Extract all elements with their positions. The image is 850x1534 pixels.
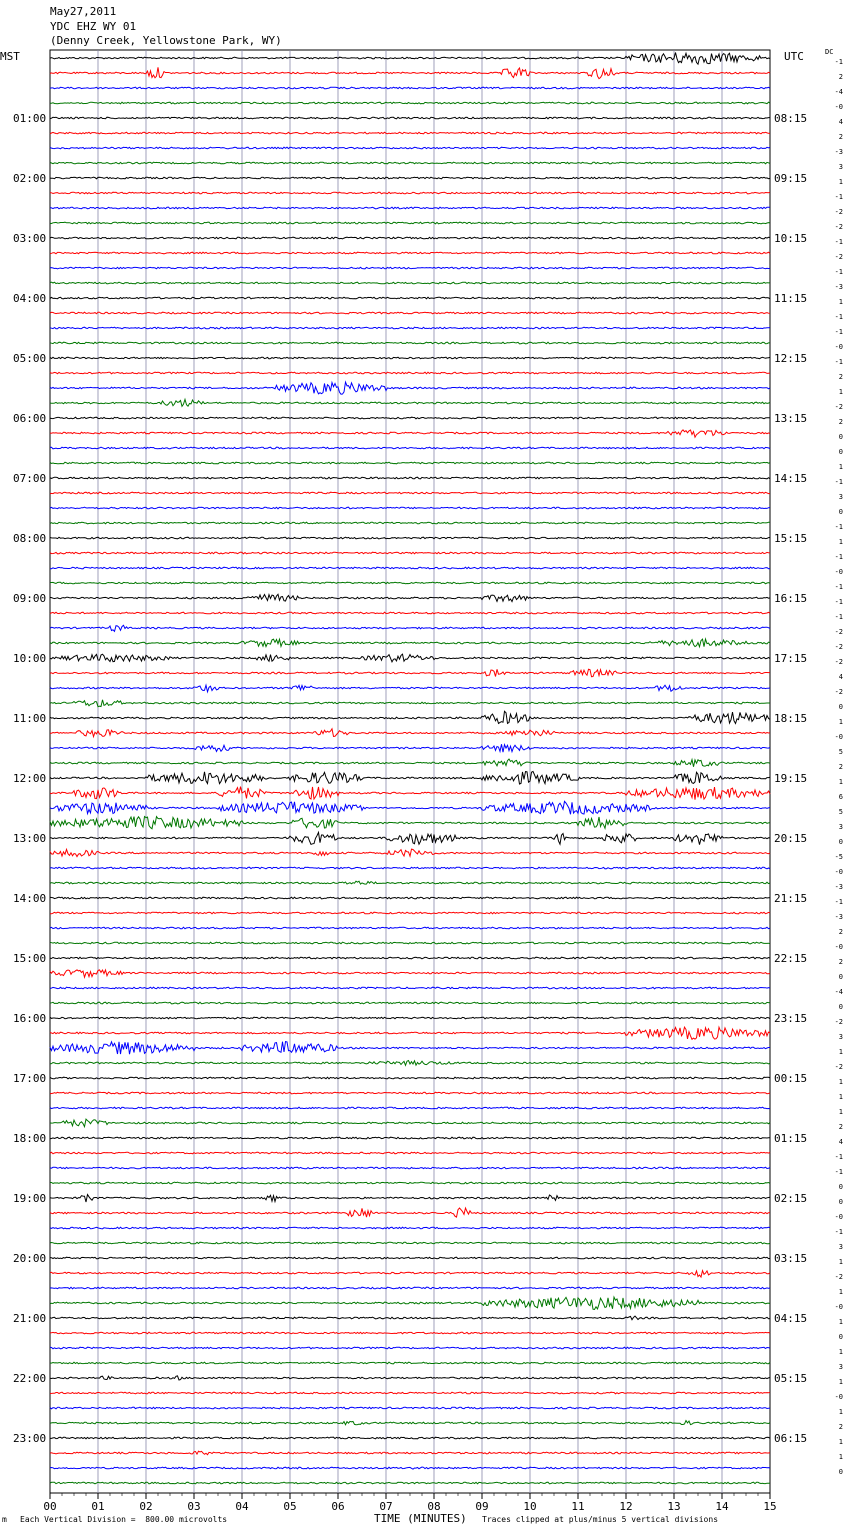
left-hour-label: 04:00 <box>13 292 47 305</box>
trace-line <box>50 1257 770 1259</box>
trace-line <box>50 787 770 800</box>
trace-line <box>50 1107 770 1109</box>
dc-offset-value: -0 <box>834 103 843 111</box>
right-hour-label: 13:15 <box>774 412 808 425</box>
dc-offset-value: 3 <box>838 493 843 501</box>
dc-offset-value: 0 <box>838 973 843 981</box>
trace-line <box>50 522 770 524</box>
dc-offset-value: -4 <box>834 88 843 96</box>
trace-line <box>50 1167 770 1169</box>
right-hour-label: 14:15 <box>774 472 808 485</box>
trace-line <box>50 87 770 89</box>
trace-line <box>50 147 770 149</box>
left-hour-label: 20:00 <box>13 1252 47 1265</box>
left-hour-label: 23:00 <box>13 1432 47 1445</box>
trace-line <box>50 759 770 767</box>
right-hour-label: 09:15 <box>774 172 808 185</box>
right-hour-label: 16:15 <box>774 592 808 605</box>
dc-offset-value: -0 <box>834 1393 843 1401</box>
left-hour-label: 10:00 <box>13 652 47 665</box>
dc-offset-value: -1 <box>834 478 843 486</box>
trace-line <box>50 430 770 437</box>
right-timezone-label: UTC <box>784 50 804 63</box>
dc-offset-value: 2 <box>838 763 843 771</box>
left-hour-label: 07:00 <box>13 472 47 485</box>
dc-offset-value: -0 <box>834 1303 843 1311</box>
left-hour-label: 08:00 <box>13 532 47 545</box>
trace-line <box>50 1451 770 1455</box>
dc-offset-value: 1 <box>838 1108 843 1116</box>
trace-line <box>50 1467 770 1469</box>
dc-offset-value: 1 <box>838 298 843 306</box>
x-axis-title: TIME (MINUTES) <box>374 1512 467 1525</box>
x-tick-label: 12 <box>619 1500 633 1513</box>
right-hour-label: 15:15 <box>774 532 808 545</box>
trace-line <box>50 970 770 977</box>
dc-offset-value: 4 <box>838 673 843 681</box>
x-tick-label: 13 <box>667 1500 681 1513</box>
trace-line <box>50 537 770 539</box>
right-hour-label: 22:15 <box>774 952 808 965</box>
left-hour-label: 16:00 <box>13 1012 47 1025</box>
trace-line <box>50 372 770 374</box>
x-tick-label: 10 <box>523 1500 537 1513</box>
left-hour-label: 17:00 <box>13 1072 47 1085</box>
dc-offset-value: -0 <box>834 568 843 576</box>
header-location: (Denny Creek, Yellowstone Park, WY) <box>50 34 282 47</box>
left-timezone-label: MST <box>0 50 20 63</box>
right-hour-label: 19:15 <box>774 772 808 785</box>
plot-frame <box>50 50 770 1493</box>
dc-offset-value: -1 <box>834 268 843 276</box>
x-tick-label: 14 <box>715 1500 729 1513</box>
dc-offset-value: -1 <box>834 328 843 336</box>
dc-offset-value: 5 <box>838 748 843 756</box>
trace-line <box>50 1002 770 1004</box>
x-tick-label: 00 <box>43 1500 57 1513</box>
trace-line <box>50 237 770 239</box>
trace-line <box>50 639 770 647</box>
trace-line <box>50 685 770 692</box>
trace-line <box>50 1271 770 1278</box>
dc-offset-value: -2 <box>834 643 843 651</box>
right-hour-label: 00:15 <box>774 1072 808 1085</box>
dc-offset-value: 6 <box>838 793 843 801</box>
dc-offset-value: -0 <box>834 733 843 741</box>
x-tick-label: 07 <box>379 1500 393 1513</box>
dc-offset-value: 1 <box>838 1438 843 1446</box>
dc-offset-value: -3 <box>834 913 843 921</box>
trace-line <box>50 654 770 662</box>
left-hour-label: 05:00 <box>13 352 47 365</box>
x-tick-label: 02 <box>139 1500 153 1513</box>
trace-line <box>50 67 770 78</box>
x-tick-label: 11 <box>571 1500 585 1513</box>
dc-offset-value: -1 <box>834 583 843 591</box>
trace-line <box>50 477 770 479</box>
right-hour-label: 10:15 <box>774 232 808 245</box>
right-hour-label: 20:15 <box>774 832 808 845</box>
dc-offset-value: -1 <box>834 613 843 621</box>
left-hour-label: 18:00 <box>13 1132 47 1145</box>
trace-line <box>50 207 770 209</box>
trace-line <box>50 177 770 179</box>
dc-offset-value: -3 <box>834 148 843 156</box>
left-hour-label: 21:00 <box>13 1312 47 1325</box>
trace-line <box>50 700 770 707</box>
dc-offset-value: 1 <box>838 1453 843 1461</box>
trace-line <box>50 1042 770 1055</box>
trace-line <box>50 625 770 631</box>
trace-line <box>50 567 770 569</box>
trace-line <box>50 1347 770 1349</box>
trace-line <box>50 312 770 314</box>
clip-note: Traces clipped at plus/minus 5 vertical divisions <box>482 1515 719 1524</box>
left-hour-label: 13:00 <box>13 832 47 845</box>
dc-offset-value: -2 <box>834 1063 843 1071</box>
trace-line <box>50 927 770 929</box>
trace-line <box>50 1152 770 1154</box>
x-tick-label: 15 <box>763 1500 777 1513</box>
trace-line <box>50 594 770 601</box>
x-tick-label: 09 <box>475 1500 489 1513</box>
x-tick-label: 08 <box>427 1500 441 1513</box>
trace-line <box>50 1119 770 1127</box>
dc-offset-value: 1 <box>838 1078 843 1086</box>
trace-line <box>50 1227 770 1229</box>
dc-offset-value: -1 <box>834 1168 843 1176</box>
left-hour-label: 01:00 <box>13 112 47 125</box>
trace-line <box>50 669 770 676</box>
trace-line <box>50 282 770 284</box>
trace-line <box>50 849 770 857</box>
trace-line <box>50 1376 770 1380</box>
dc-offset-value: 2 <box>838 928 843 936</box>
trace-line <box>50 1208 770 1217</box>
trace-line <box>50 832 770 844</box>
x-tick-label: 01 <box>91 1500 105 1513</box>
trace-line <box>50 132 770 134</box>
dc-offset-value: 1 <box>838 1258 843 1266</box>
dc-offset-value: -1 <box>834 898 843 906</box>
dc-offset-value: 0 <box>838 1198 843 1206</box>
dc-offset-value: -1 <box>834 598 843 606</box>
right-hour-label: 08:15 <box>774 112 808 125</box>
right-hour-label: 03:15 <box>774 1252 808 1265</box>
dc-offset-value: 1 <box>838 718 843 726</box>
dc-offset-value: -2 <box>834 628 843 636</box>
x-tick-label: 03 <box>187 1500 201 1513</box>
trace-line <box>50 327 770 329</box>
trace-line <box>50 1437 770 1439</box>
trace-line <box>50 897 770 899</box>
right-hour-label: 21:15 <box>774 892 808 905</box>
dc-offset-value: 1 <box>838 1408 843 1416</box>
dc-offset-value: 2 <box>838 1423 843 1431</box>
dc-offset-value: 1 <box>838 1048 843 1056</box>
scale-note: Each Vertical Division = 800.00 microvolts <box>20 1515 228 1524</box>
trace-line <box>50 417 770 419</box>
trace-line <box>50 987 770 989</box>
trace-line <box>50 1182 770 1184</box>
x-tick-label: 05 <box>283 1500 297 1513</box>
left-hour-label: 09:00 <box>13 592 47 605</box>
dc-offset-value: -1 <box>834 358 843 366</box>
header-date: May27,2011 <box>50 5 117 18</box>
dc-offset-value: 2 <box>838 133 843 141</box>
corner-mark: m <box>2 1515 7 1524</box>
dc-offset-value: 3 <box>838 823 843 831</box>
right-hour-label: 17:15 <box>774 652 808 665</box>
trace-line <box>50 1392 770 1394</box>
trace-line <box>50 1137 770 1139</box>
right-hour-label: 06:15 <box>774 1432 808 1445</box>
dc-offset-value: -0 <box>834 1213 843 1221</box>
dc-offset-value: -1 <box>834 1228 843 1236</box>
dc-offset-value: 3 <box>838 163 843 171</box>
dc-offset-value: -1 <box>834 1153 843 1161</box>
trace-line <box>50 252 770 254</box>
trace-line <box>50 1027 770 1039</box>
left-hour-label: 06:00 <box>13 412 47 425</box>
trace-line <box>50 582 770 584</box>
trace-line <box>50 711 770 723</box>
dc-offset-value: -3 <box>834 283 843 291</box>
trace-line <box>50 1407 770 1409</box>
trace-line <box>50 1092 770 1094</box>
header-station: YDC EHZ WY 01 <box>50 20 137 33</box>
dc-offset-value: 1 <box>838 388 843 396</box>
trace-line <box>50 342 770 344</box>
x-tick-label: 06 <box>331 1500 345 1513</box>
trace-line <box>50 1195 770 1203</box>
dc-offset-value: -1 <box>834 193 843 201</box>
dc-offset-value: 0 <box>838 448 843 456</box>
dc-offset-value: 4 <box>838 118 843 126</box>
trace-line <box>50 102 770 104</box>
dc-offset-value: 0 <box>838 1003 843 1011</box>
trace-line <box>50 507 770 509</box>
right-hour-label: 05:15 <box>774 1372 808 1385</box>
dc-offset-value: -1 <box>834 238 843 246</box>
trace-line <box>50 222 770 224</box>
dc-offset-value: 1 <box>838 1348 843 1356</box>
trace-line <box>50 53 770 65</box>
trace-line <box>50 1332 770 1334</box>
left-hour-label: 14:00 <box>13 892 47 905</box>
trace-line <box>50 867 770 869</box>
trace-line <box>50 881 770 884</box>
trace-line <box>50 382 770 394</box>
left-hour-label: 03:00 <box>13 232 47 245</box>
trace-line <box>50 1421 770 1425</box>
trace-line <box>50 1061 770 1066</box>
trace-line <box>50 492 770 494</box>
right-hour-label: 23:15 <box>774 1012 808 1025</box>
dc-offset-value: -0 <box>834 943 843 951</box>
trace-line <box>50 1017 770 1019</box>
trace-line <box>50 801 770 814</box>
right-hour-label: 04:15 <box>774 1312 808 1325</box>
trace-line <box>50 399 770 406</box>
dc-offset-value: 3 <box>838 1363 843 1371</box>
right-hour-label: 01:15 <box>774 1132 808 1145</box>
dc-offset-value: -4 <box>834 988 843 996</box>
dc-offset-value: 2 <box>838 418 843 426</box>
dc-offset-value: -3 <box>834 883 843 891</box>
dc-offset-value: 2 <box>838 73 843 81</box>
dc-offset-value: -1 <box>834 58 843 66</box>
trace-line <box>50 957 770 959</box>
trace-line <box>50 1287 770 1289</box>
dc-offset-value: 5 <box>838 808 843 816</box>
dc-offset-value: -5 <box>834 853 843 861</box>
trace-line <box>50 1077 770 1079</box>
trace-line <box>50 942 770 944</box>
trace-line <box>50 817 770 829</box>
trace-line <box>50 1297 770 1309</box>
trace-line <box>50 1362 770 1364</box>
x-tick-label: 04 <box>235 1500 249 1513</box>
dc-offset-value: -2 <box>834 1018 843 1026</box>
dc-offset-value: 1 <box>838 538 843 546</box>
right-hour-label: 18:15 <box>774 712 808 725</box>
dc-offset-value: 4 <box>838 1138 843 1146</box>
dc-offset-value: 1 <box>838 1288 843 1296</box>
trace-line <box>50 1242 770 1244</box>
dc-offset-value: 2 <box>838 958 843 966</box>
right-hour-label: 12:15 <box>774 352 808 365</box>
dc-offset-value: 0 <box>838 1333 843 1341</box>
trace-line <box>50 1316 770 1320</box>
left-hour-label: 19:00 <box>13 1192 47 1205</box>
trace-line <box>50 297 770 299</box>
dc-offset-value: 0 <box>838 508 843 516</box>
trace-line <box>50 912 770 914</box>
dc-offset-value: -2 <box>834 208 843 216</box>
trace-line <box>50 771 770 784</box>
trace-line <box>50 117 770 119</box>
left-hour-label: 12:00 <box>13 772 47 785</box>
right-hour-label: 02:15 <box>774 1192 808 1205</box>
dc-offset-value: -1 <box>834 313 843 321</box>
left-hour-label: 11:00 <box>13 712 47 725</box>
trace-line <box>50 1482 770 1484</box>
dc-offset-value: 1 <box>838 1318 843 1326</box>
dc-offset-value: -2 <box>834 658 843 666</box>
left-hour-label: 22:00 <box>13 1372 47 1385</box>
dc-offset-value: 2 <box>838 373 843 381</box>
dc-offset-value: 2 <box>838 1123 843 1131</box>
dc-offset-value: 1 <box>838 463 843 471</box>
left-hour-label: 15:00 <box>13 952 47 965</box>
dc-offset-value: 0 <box>838 703 843 711</box>
dc-offset-value: 1 <box>838 178 843 186</box>
trace-line <box>50 192 770 194</box>
trace-line <box>50 744 770 752</box>
trace-line <box>50 612 770 614</box>
trace-line <box>50 462 770 464</box>
dc-offset-value: 3 <box>838 1033 843 1041</box>
dc-offset-value: -1 <box>834 523 843 531</box>
dc-offset-value: -0 <box>834 343 843 351</box>
dc-offset-value: -2 <box>834 253 843 261</box>
trace-line <box>50 552 770 554</box>
trace-line <box>50 729 770 737</box>
dc-offset-value: -0 <box>834 868 843 876</box>
dc-offset-value: 1 <box>838 778 843 786</box>
dc-offset-header: DC <box>825 48 834 56</box>
left-hour-label: 02:00 <box>13 172 47 185</box>
dc-offset-value: -2 <box>834 688 843 696</box>
dc-offset-value: 3 <box>838 1243 843 1251</box>
right-hour-label: 11:15 <box>774 292 808 305</box>
dc-offset-value: 1 <box>838 1093 843 1101</box>
dc-offset-value: -2 <box>834 223 843 231</box>
trace-line <box>50 357 770 359</box>
dc-offset-value: 0 <box>838 433 843 441</box>
dc-offset-value: -2 <box>834 1273 843 1281</box>
trace-line <box>50 447 770 449</box>
dc-offset-value: -2 <box>834 403 843 411</box>
dc-offset-value: 0 <box>838 838 843 846</box>
dc-offset-value: 0 <box>838 1183 843 1191</box>
trace-line <box>50 162 770 164</box>
dc-offset-value: 0 <box>838 1468 843 1476</box>
dc-offset-value: 1 <box>838 1378 843 1386</box>
dc-offset-value: -1 <box>834 553 843 561</box>
trace-line <box>50 267 770 269</box>
